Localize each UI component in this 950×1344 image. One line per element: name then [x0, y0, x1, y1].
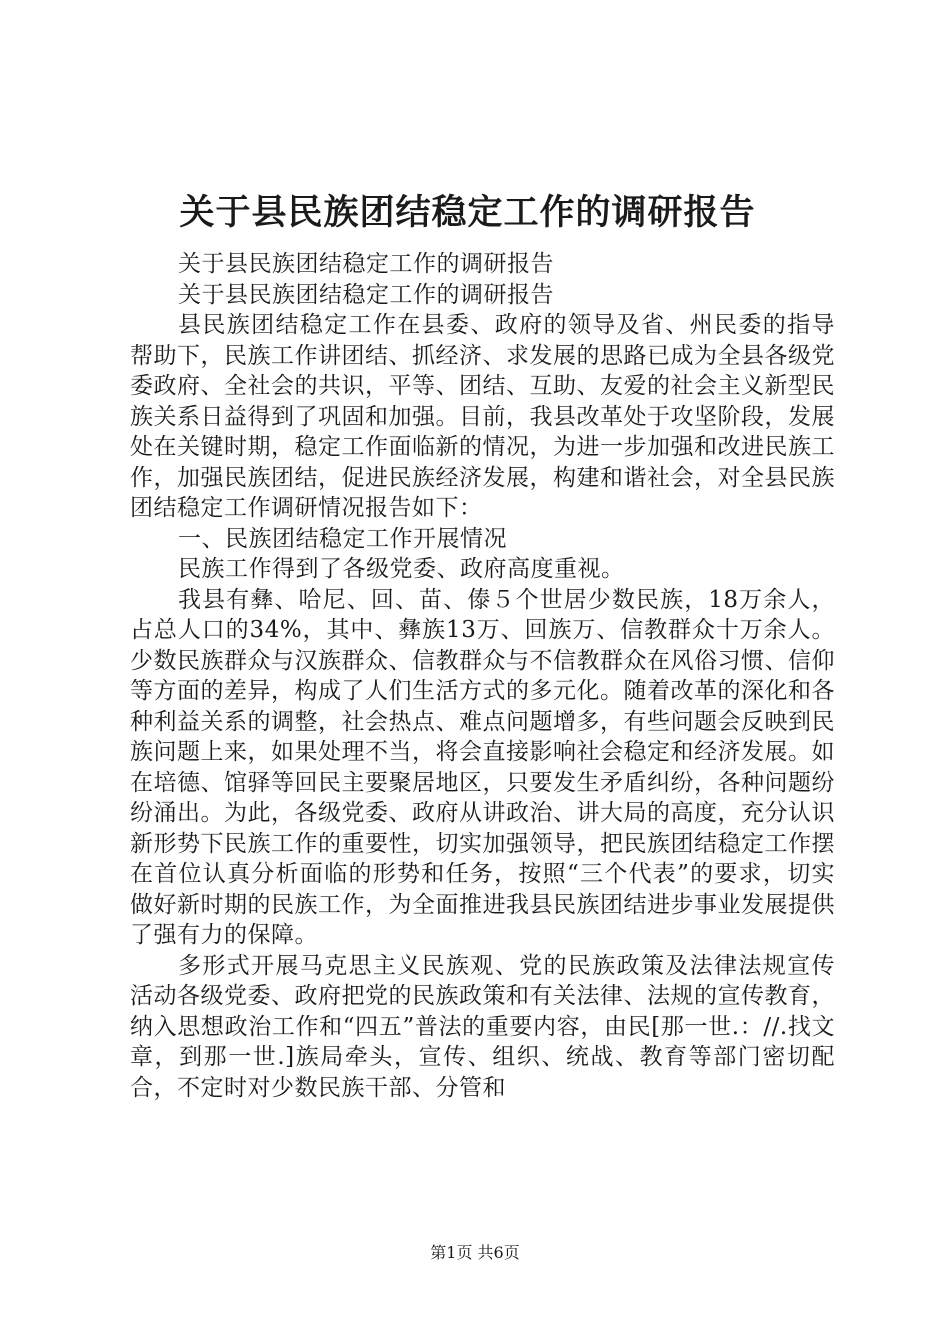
paragraph: 关于县民族团结稳定工作的调研报告	[178, 251, 554, 277]
document-page	[130, 185, 835, 1103]
paragraph: 民族工作得到了各级党委、政府高度重视。	[178, 556, 625, 582]
page-footer: 第1页 共6页	[430, 1243, 520, 1262]
paragraph: 县民族团结稳定工作在县委、政府的领导及省、州民委的指导帮助下，民族工作讲团结、抓经济、求发展的思路已成为全县各级党委政府、全社会的共识，平等、团结、互助、友爱的社会主义新型民族关系日益得到了巩固和加强。目前，我县改革处于攻坚阶段，发展处在关键时期，稳定工作面临新的情况，为进一步加强和改进民族工作，加强民族团结，促进民族经济发展，构建和谐社会，对全县民族团结稳定工作调研情况报告如下：	[130, 312, 835, 521]
document-title: 关于县民族团结稳定工作的调研报告	[179, 192, 756, 233]
paragraph: 我县有彝、哈尼、回、苗、傣５个世居少数民族，18万余人，占总人口的34%，其中、彝族13万、回族万、信教群众十万余人。少数民族群众与汉族群众、信教群众与不信教群众在风俗习惯、信仰等方面的差异，构成了人们生活方式的多元化。随着改革的深化和各种利益关系的调整，社会热点、难点问题增多，有些问题会反映到民族问题上来，如果处理不当，将会直接影响社会稳定和经济发展。如在培德、馆驿等回民主要聚居地区，只要发生矛盾纠纷，各种问题纷纷涌出。为此，各级党委、政府从讲政治、讲大局的高度，充分认识新形势下民族工作的重要性，切实加强领导，把民族团结稳定工作摆在首位认真分析面临的形势和任务，按照“三个代表”的要求，切实做好新时期的民族工作，为全面推进我县民族团结进步事业发展提供了强有力的保障。	[130, 586, 835, 948]
section-heading: 一、民族团结稳定工作开展情况	[178, 525, 507, 552]
paragraph: 多形式开展马克思主义民族观、党的民族政策及法律法规宣传活动各级党委、政府把党的民族政策和有关法律、法规的宣传教育，纳入思想政治工作和“四五”普法的重要内容，由民[那一世.：//.找文章，到那一世.]族局牵头，宣传、组织、统战、教育等部门密切配合，不定时对少数民族干部、分管和	[130, 952, 835, 1101]
paragraph: 关于县民族团结稳定工作的调研报告	[178, 281, 554, 308]
